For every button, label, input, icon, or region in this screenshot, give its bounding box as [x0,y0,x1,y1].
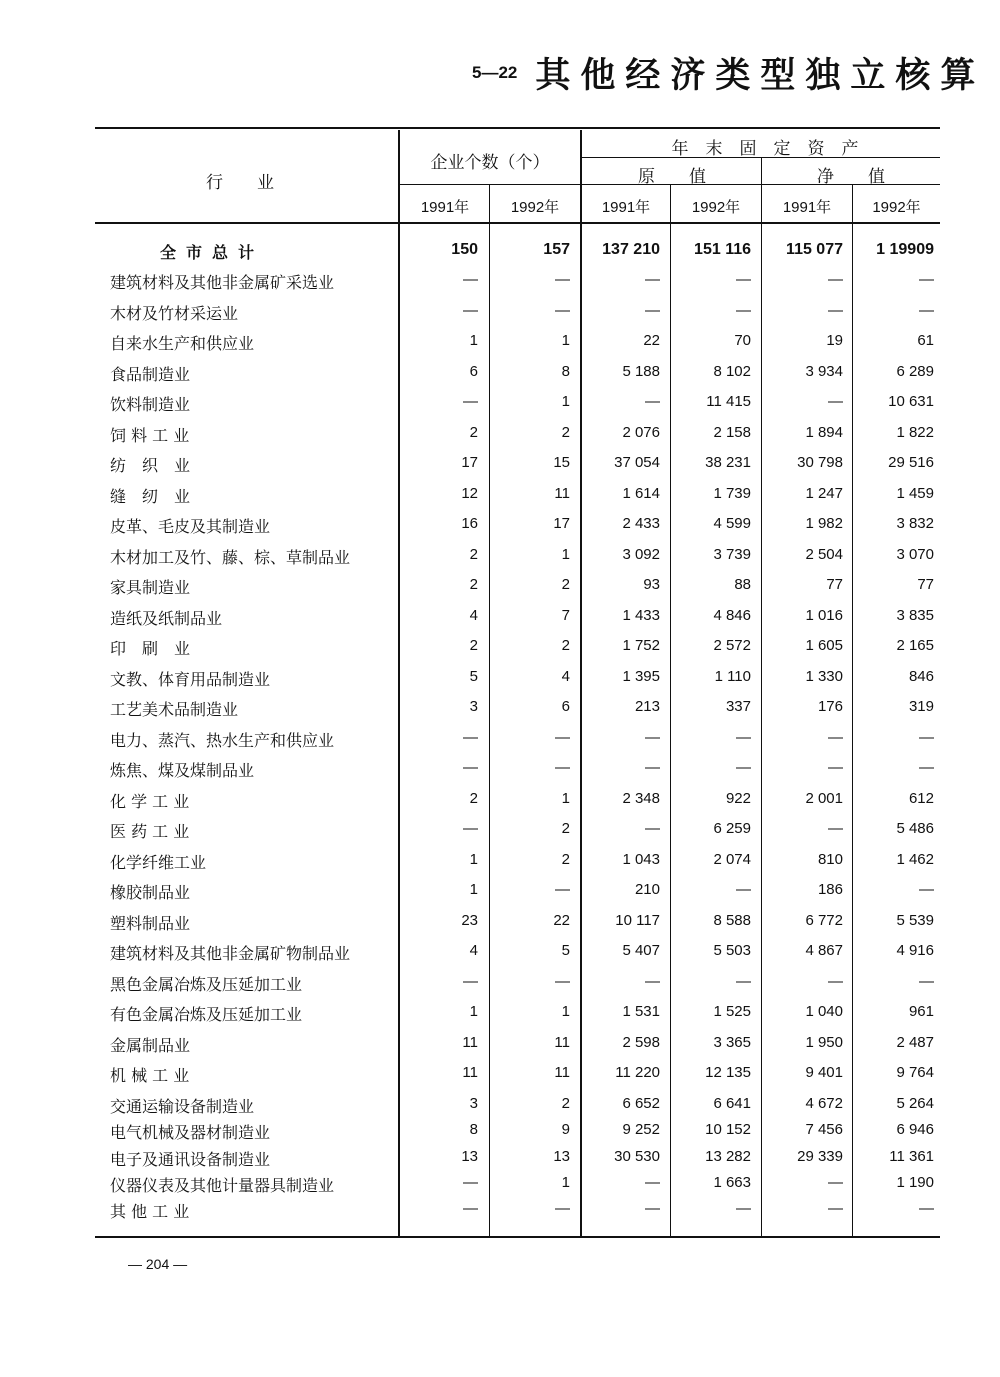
cell-net-1991: 3 934 [805,363,843,380]
cell-original-1992: — [736,302,751,319]
cell-net-1991: 176 [817,698,843,715]
cell-net-1991: — [828,1174,843,1191]
cell-enterprises-1992: 2 [561,1095,570,1112]
cell-enterprises-1991: 16 [461,515,478,532]
cell-original-1992: 4 599 [713,515,751,532]
cell-original-1992: 1 525 [713,1003,751,1020]
cell-net-1992: — [919,729,934,746]
cell-original-1992: — [736,1200,751,1217]
table-row [0,998,1000,1028]
cell-enterprises-1992: 2 [561,424,570,441]
cell-enterprises-1991: 2 [469,790,478,807]
header-original-1992: 1992年 [691,199,741,216]
cell-original-1991: 137 210 [602,241,660,258]
cell-net-1992: 2 487 [896,1034,934,1051]
industry-name: 造纸及纸制品业 [110,609,223,628]
industry-name: 文教、体育用品制造业 [110,670,271,689]
cell-net-1992: 5 539 [896,912,934,929]
cell-original-1991: — [645,393,660,410]
cell-net-1991: 1 247 [805,485,843,502]
cell-net-1992: 4 916 [896,942,934,959]
total-row [0,236,1000,266]
cell-enterprises-1992: — [555,973,570,990]
cell-enterprises-1992: 1 [561,1174,570,1191]
cell-net-1992: 11 361 [889,1148,934,1165]
cell-original-1991: 210 [634,881,660,898]
cell-net-1992: 61 [917,332,934,349]
cell-enterprises-1991: 3 [469,698,478,715]
cell-net-1991: 19 [826,332,843,349]
cell-original-1992: 6 641 [713,1095,751,1112]
industry-name: 电气机械及器材制造业 [110,1123,271,1142]
cell-enterprises-1991: — [463,759,478,776]
cell-net-1992: 1 459 [896,485,934,502]
cell-enterprises-1991: 11 [462,1034,478,1051]
cell-net-1992: 319 [908,698,934,715]
cell-original-1992: 3 739 [713,546,751,563]
table-row [0,266,1000,296]
cell-enterprises-1992: 6 [561,698,570,715]
cell-enterprises-1991: 2 [469,637,478,654]
cell-net-1992: — [919,881,934,898]
table-row [0,632,1000,662]
cell-enterprises-1991: — [463,302,478,319]
industry-name: 家具制造业 [110,578,191,597]
cell-enterprises-1992: 5 [561,942,570,959]
cell-enterprises-1991: 4 [469,942,478,959]
cell-original-1991: 1 433 [622,607,660,624]
cell-enterprises-1992: 2 [561,576,570,593]
cell-original-1991: — [645,759,660,776]
cell-net-1992: 10 631 [888,393,934,410]
cell-net-1991: 7 456 [805,1121,843,1138]
cell-enterprises-1991: 13 [461,1148,478,1165]
cell-original-1991: 6 652 [622,1095,660,1112]
cell-net-1991: 186 [817,881,843,898]
cell-enterprises-1991: — [463,820,478,837]
industry-name: 纺 织 业 [110,456,191,475]
cell-original-1992: 38 231 [705,454,751,471]
cell-original-1991: 1 043 [622,851,660,868]
cell-enterprises-1992: 1 [561,546,570,563]
cell-enterprises-1992: 13 [553,1148,570,1165]
cell-net-1991: 1 894 [805,424,843,441]
cell-original-1991: 2 598 [622,1034,660,1051]
table-row [0,693,1000,723]
cell-enterprises-1992: — [555,271,570,288]
industry-name: 全市总计 [160,243,265,262]
table-row [0,327,1000,357]
industry-name: 电子及通讯设备制造业 [110,1150,271,1169]
cell-net-1991: 4 867 [805,942,843,959]
cell-net-1992: 961 [908,1003,934,1020]
header-net-value: 净 值 [817,167,885,187]
cell-enterprises-1991: 6 [469,363,478,380]
table-row [0,1029,1000,1059]
cell-net-1991: 1 605 [805,637,843,654]
table-row [0,571,1000,601]
cell-enterprises-1991: 12 [461,485,478,502]
cell-enterprises-1991: 3 [469,1095,478,1112]
cell-net-1991: — [828,973,843,990]
cell-net-1992: 2 165 [896,637,934,654]
cell-enterprises-1992: 22 [553,912,570,929]
cell-enterprises-1991: 1 [469,332,478,349]
cell-net-1991: 2 001 [805,790,843,807]
cell-net-1991: 77 [826,576,843,593]
cell-net-1991: — [828,1200,843,1217]
industry-name: 黑色金属冶炼及压延加工业 [110,975,303,994]
cell-original-1992: 2 158 [713,424,751,441]
table-row [0,1116,1000,1146]
cell-enterprises-1992: 1 [561,790,570,807]
cell-original-1991: — [645,271,660,288]
cell-enterprises-1991: 8 [469,1121,478,1138]
cell-net-1992: — [919,302,934,319]
industry-name: 炼焦、煤及煤制品业 [110,761,255,780]
cell-net-1992: 3 832 [896,515,934,532]
industry-name: 机 械 工 业 [110,1066,190,1085]
cell-enterprises-1991: 2 [469,546,478,563]
cell-original-1992: 12 135 [705,1064,751,1081]
header-net-1991: 1991年 [782,199,832,216]
cell-original-1992: 11 415 [706,393,751,410]
industry-name: 其 他 工 业 [110,1202,190,1221]
industry-name: 交通运输设备制造业 [110,1097,255,1116]
cell-original-1992: — [736,881,751,898]
industry-name: 建筑材料及其他非金属矿物制品业 [110,944,351,963]
table-row [0,754,1000,784]
cell-original-1991: — [645,729,660,746]
cell-original-1991: 5 407 [622,942,660,959]
industry-name: 皮革、毛皮及其制造业 [110,517,271,536]
cell-enterprises-1992: 15 [553,454,570,471]
cell-original-1992: — [736,271,751,288]
cell-original-1992: 88 [734,576,751,593]
industry-name: 塑料制品业 [110,914,191,933]
cell-net-1991: 115 077 [786,241,843,258]
cell-enterprises-1991: 11 [462,1064,478,1081]
cell-original-1992: 13 282 [705,1148,751,1165]
cell-original-1991: 1 752 [622,637,660,654]
cell-enterprises-1992: 2 [561,637,570,654]
cell-net-1991: 6 772 [805,912,843,929]
table-row [0,785,1000,815]
industry-name: 食品制造业 [110,365,191,384]
cell-enterprises-1992: 8 [561,363,570,380]
industry-name: 电力、蒸汽、热水生产和供应业 [110,731,335,750]
cell-original-1991: 22 [643,332,660,349]
cell-original-1991: 2 348 [622,790,660,807]
cell-original-1991: 213 [634,698,660,715]
table-row [0,663,1000,693]
table-row [0,937,1000,967]
cell-original-1991: 5 188 [622,363,660,380]
industry-name: 自来水生产和供应业 [110,334,255,353]
cell-enterprises-1992: 1 [561,1003,570,1020]
cell-net-1992: 9 764 [896,1064,934,1081]
cell-original-1991: 2 433 [622,515,660,532]
cell-enterprises-1992: 4 [561,668,570,685]
cell-net-1991: 1 040 [805,1003,843,1020]
cell-net-1992: 1 19909 [876,241,934,258]
cell-enterprises-1991: 150 [451,241,478,258]
header-industry: 行 业 [206,173,274,193]
table-row [0,388,1000,418]
cell-original-1991: — [645,1174,660,1191]
cell-enterprises-1991: 1 [469,1003,478,1020]
table-row [0,815,1000,845]
cell-enterprises-1992: 11 [554,1064,570,1081]
cell-net-1992: 1 190 [896,1174,934,1191]
cell-enterprises-1992: 2 [561,820,570,837]
cell-net-1991: 1 016 [805,607,843,624]
cell-net-1992: — [919,271,934,288]
cell-original-1992: 337 [725,698,751,715]
cell-original-1992: 922 [725,790,751,807]
cell-net-1992: 3 835 [896,607,934,624]
cell-net-1992: 3 070 [896,546,934,563]
cell-net-1991: 29 339 [797,1148,843,1165]
cell-net-1992: 612 [908,790,934,807]
cell-original-1992: 10 152 [705,1121,751,1138]
cell-net-1991: — [828,759,843,776]
cell-original-1992: — [736,759,751,776]
cell-enterprises-1992: 2 [561,851,570,868]
cell-net-1992: 1 462 [896,851,934,868]
cell-original-1991: — [645,973,660,990]
cell-original-1991: 2 076 [622,424,660,441]
cell-enterprises-1992: 1 [561,332,570,349]
cell-enterprises-1991: 5 [469,668,478,685]
cell-net-1992: 6 289 [896,363,934,380]
cell-original-1992: 8 102 [713,363,751,380]
cell-original-1991: 1 614 [622,485,660,502]
cell-enterprises-1991: — [463,1200,478,1217]
cell-enterprises-1991: 1 [469,851,478,868]
cell-enterprises-1992: 9 [561,1121,570,1138]
cell-original-1991: 10 117 [615,912,660,929]
cell-enterprises-1992: — [555,759,570,776]
table-row [0,968,1000,998]
cell-enterprises-1991: — [463,973,478,990]
industry-name: 化 学 工 业 [110,792,190,811]
cell-original-1991: 11 220 [615,1064,660,1081]
table-row [0,419,1000,449]
cell-original-1991: — [645,302,660,319]
table-row [0,510,1000,540]
cell-original-1991: 37 054 [614,454,660,471]
cell-enterprises-1991: — [463,393,478,410]
industry-name: 印 刷 业 [110,639,191,658]
page-number: — 204 — [128,1256,188,1272]
table-row [0,1195,1000,1225]
cell-net-1992: — [919,759,934,776]
cell-net-1991: 810 [817,851,843,868]
industry-name: 饲 料 工 业 [110,426,190,445]
header-enterprises-1991: 1991年 [420,199,470,216]
cell-original-1991: — [645,820,660,837]
cell-enterprises-1991: 2 [469,576,478,593]
header-enterprises-1992: 1992年 [510,199,560,216]
header-original-1991: 1991年 [601,199,651,216]
cell-net-1992: 29 516 [888,454,934,471]
header-enterprises: 企业个数（个） [430,153,550,173]
table-row [0,449,1000,479]
cell-enterprises-1991: 4 [469,607,478,624]
cell-net-1992: 1 822 [896,424,934,441]
table-row [0,724,1000,754]
industry-name: 橡胶制品业 [110,883,191,902]
table-row [0,907,1000,937]
cell-enterprises-1992: 11 [554,1034,570,1051]
industry-name: 木材加工及竹、藤、棕、草制品业 [110,548,351,567]
industry-name: 建筑材料及其他非金属矿采选业 [110,273,335,292]
cell-original-1992: 151 116 [694,241,751,258]
table-number: 5—22 [472,63,518,82]
cell-enterprises-1992: 17 [553,515,570,532]
cell-original-1992: 1 663 [713,1174,751,1191]
cell-enterprises-1991: — [463,271,478,288]
table-row [0,480,1000,510]
cell-original-1992: — [736,973,751,990]
cell-original-1991: — [645,1200,660,1217]
table-row [0,541,1000,571]
cell-net-1992: — [919,1200,934,1217]
cell-net-1992: 6 946 [896,1121,934,1138]
header-original-value: 原 值 [638,167,706,187]
industry-name: 仪器仪表及其他计量器具制造业 [110,1176,335,1195]
cell-net-1992: 5 486 [896,820,934,837]
cell-net-1991: 4 672 [805,1095,843,1112]
industry-name: 工艺美术品制造业 [110,700,239,719]
cell-original-1992: 2 074 [713,851,751,868]
cell-original-1992: 1 739 [713,485,751,502]
industry-name: 医 药 工 业 [110,822,190,841]
cell-net-1991: 1 950 [805,1034,843,1051]
table-row [0,297,1000,327]
industry-name: 缝 纫 业 [110,487,191,506]
cell-enterprises-1992: — [555,729,570,746]
cell-original-1991: 30 530 [614,1148,660,1165]
cell-original-1992: 3 365 [713,1034,751,1051]
industry-name: 金属制品业 [110,1036,191,1055]
cell-original-1992: — [736,729,751,746]
cell-net-1991: 1 330 [805,668,843,685]
cell-net-1992: 5 264 [896,1095,934,1112]
cell-enterprises-1991: 23 [461,912,478,929]
cell-net-1991: — [828,820,843,837]
table-row [0,876,1000,906]
cell-enterprises-1991: — [463,729,478,746]
table-row [0,846,1000,876]
cell-enterprises-1991: 2 [469,424,478,441]
cell-enterprises-1991: — [463,1174,478,1191]
cell-net-1991: 30 798 [797,454,843,471]
industry-name: 木材及竹材采运业 [110,304,239,323]
cell-enterprises-1991: 1 [469,881,478,898]
cell-original-1992: 2 572 [713,637,751,654]
table-row [0,602,1000,632]
cell-net-1992: 77 [917,576,934,593]
cell-enterprises-1992: 1 [561,393,570,410]
cell-enterprises-1992: — [555,302,570,319]
cell-net-1991: 9 401 [805,1064,843,1081]
cell-enterprises-1992: 11 [554,485,570,502]
cell-net-1992: — [919,973,934,990]
table-row [0,1059,1000,1089]
cell-net-1991: — [828,302,843,319]
cell-original-1992: 1 110 [714,668,751,685]
table-row [0,358,1000,388]
header-fixed-assets: 年 末 固 定 资 产 [671,139,859,159]
cell-original-1991: 93 [643,576,660,593]
cell-net-1991: 1 982 [805,515,843,532]
cell-enterprises-1992: — [555,881,570,898]
header-net-1992: 1992年 [872,199,921,216]
cell-net-1991: 2 504 [805,546,843,563]
cell-original-1991: 1 395 [622,668,660,685]
industry-name: 饮料制造业 [110,395,191,414]
cell-original-1992: 5 503 [713,942,751,959]
cell-original-1992: 4 846 [713,607,751,624]
table-title-text: 其他经济类型独立核算 [535,55,986,96]
cell-enterprises-1992: 157 [543,241,570,258]
cell-enterprises-1992: 7 [561,607,570,624]
cell-original-1992: 70 [734,332,751,349]
cell-original-1991: 9 252 [622,1121,660,1138]
cell-enterprises-1991: 17 [461,454,478,471]
cell-original-1992: 8 588 [713,912,751,929]
cell-net-1991: — [828,393,843,410]
cell-net-1991: — [828,271,843,288]
cell-original-1991: 3 092 [622,546,660,563]
cell-original-1992: 6 259 [713,820,751,837]
cell-net-1992: 846 [908,668,934,685]
cell-net-1991: — [828,729,843,746]
industry-name: 有色金属冶炼及压延加工业 [110,1005,303,1024]
cell-enterprises-1992: — [555,1200,570,1217]
industry-name: 化学纤维工业 [110,853,207,872]
cell-original-1991: 1 531 [622,1003,660,1020]
